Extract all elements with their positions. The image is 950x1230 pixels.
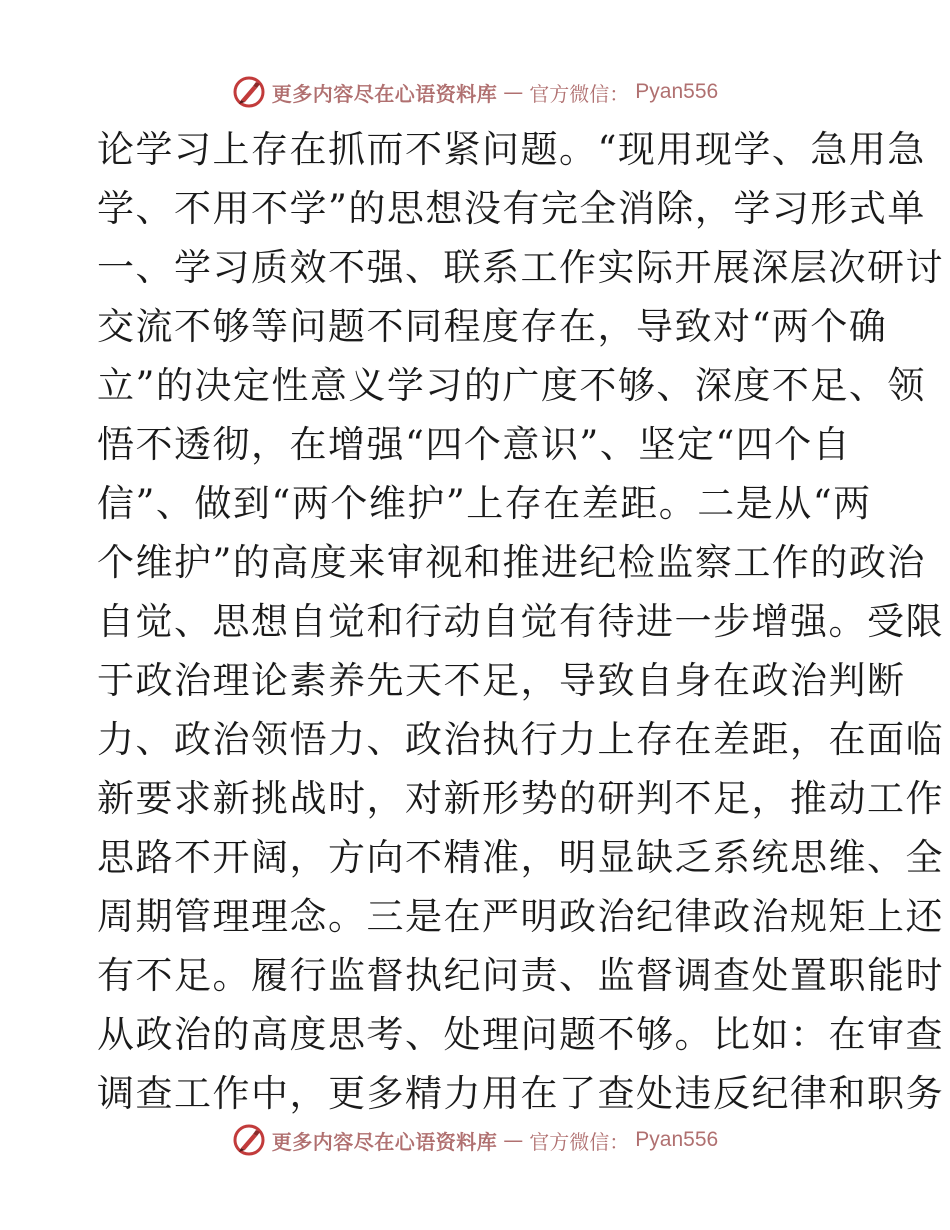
text-line: 新要求新挑战时，对新形势的研判不足，推动工作 bbox=[97, 777, 944, 820]
watermark-site-text: 更多内容尽在心语资料库 bbox=[271, 81, 498, 106]
watermark-site-text: 更多内容尽在心语资料库 bbox=[271, 1129, 498, 1154]
watermark-wechat-label: 官方微信： bbox=[529, 1129, 630, 1154]
pen-logo-icon bbox=[232, 1123, 266, 1157]
text-line: 周期管理理念。三是在严明政治纪律政治规矩上还 bbox=[97, 895, 944, 938]
text-line: 论学习上存在抓而不紧问题。“现用现学、急用急 bbox=[97, 128, 926, 171]
watermark-wechat-id: Pyan556 bbox=[635, 1128, 719, 1151]
watermark-dash: — bbox=[503, 1128, 524, 1152]
text-line: 立”的决定性意义学习的广度不够、深度不足、领 bbox=[97, 364, 926, 407]
watermark-footer bbox=[0, 1120, 950, 1160]
watermark-dash: — bbox=[503, 80, 524, 104]
pen-logo-icon bbox=[232, 75, 266, 109]
text-line: 信”、做到“两个维护”上存在差距。二是从“两 bbox=[97, 482, 872, 525]
text-line: 思路不开阔，方向不精准，明显缺乏系统思维、全 bbox=[97, 836, 944, 879]
watermark-wechat-id: Pyan556 bbox=[635, 80, 719, 103]
text-line: 从政治的高度思考、处理问题不够。比如：在审查 bbox=[97, 1013, 944, 1056]
text-line: 调查工作中，更多精力用在了查处违反纪律和职务 bbox=[97, 1072, 944, 1115]
text-line: 个维护”的高度来审视和推进纪检监察工作的政治 bbox=[97, 541, 926, 584]
text-line: 有不足。履行监督执纪问责、监督调查处置职能时 bbox=[97, 954, 944, 997]
text-line: 学、不用不学”的思想没有完全消除，学习形式单 bbox=[97, 187, 926, 230]
text-line: 自觉、思想自觉和行动自觉有待进一步增强。受限 bbox=[97, 600, 944, 643]
watermark-wechat-label: 官方微信： bbox=[529, 81, 630, 106]
text-line: 于政治理论素养先天不足，导致自身在政治判断 bbox=[97, 659, 906, 702]
watermark-header bbox=[0, 72, 950, 112]
text-line: 悟不透彻，在增强“四个意识”、坚定“四个自 bbox=[97, 423, 852, 466]
text-line: 力、政治领悟力、政治执行力上存在差距，在面临 bbox=[97, 718, 944, 761]
text-line: 一、学习质效不强、联系工作实际开展深层次研讨 bbox=[97, 246, 944, 289]
text-line: 交流不够等问题不同程度存在，导致对“两个确 bbox=[97, 305, 888, 348]
document-body bbox=[97, 120, 944, 1123]
